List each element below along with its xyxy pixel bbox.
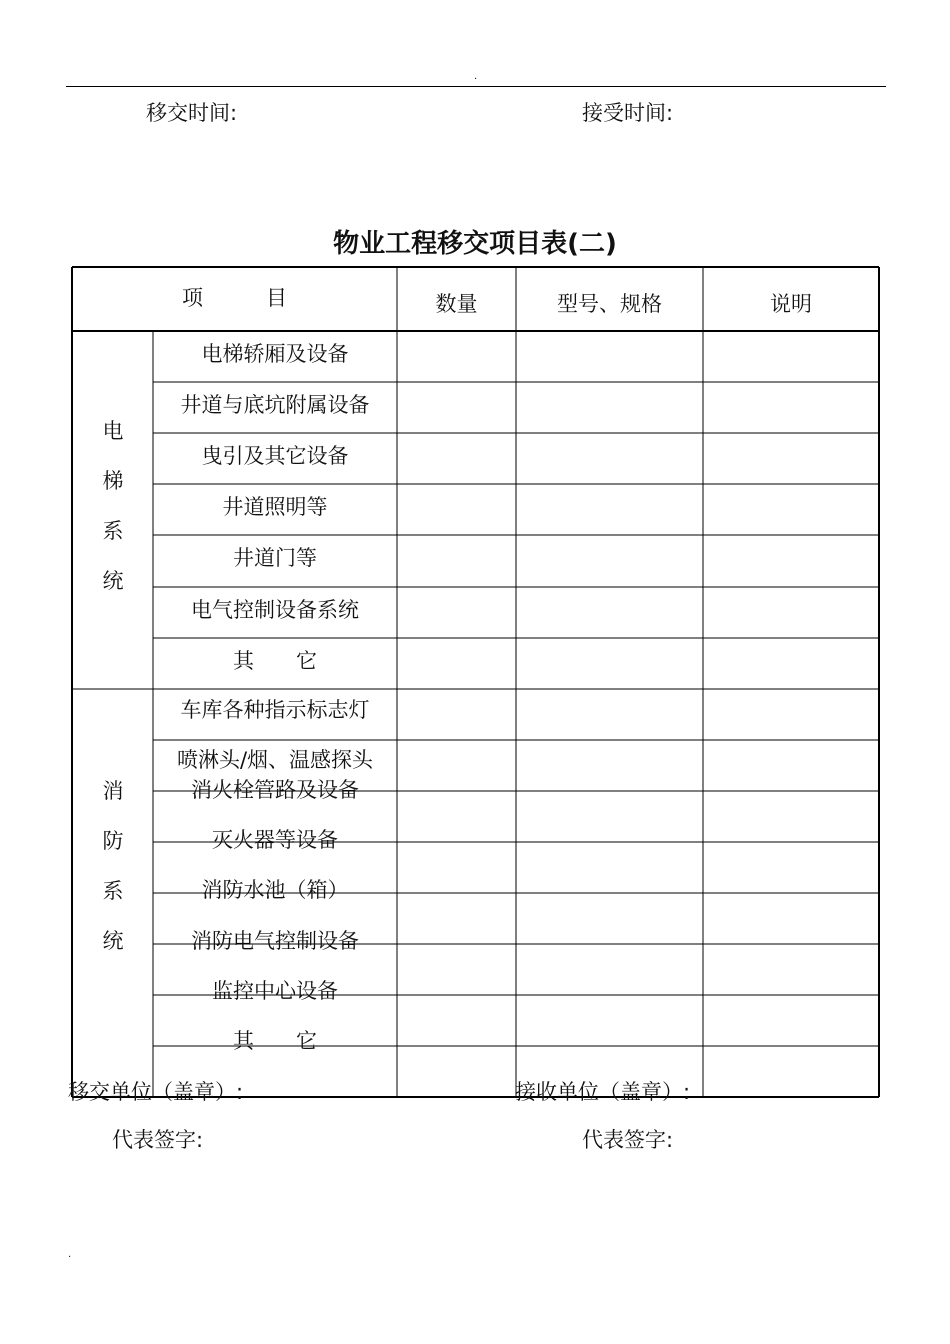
item-label: 喷淋头/烟、温感探头 xyxy=(176,748,374,772)
group-label-char: 系 xyxy=(102,519,124,543)
item-label: 井道门等 xyxy=(233,546,317,571)
item-label: 消防电气控制设备 xyxy=(191,929,359,953)
item-label: 其 它 xyxy=(233,648,317,673)
header-model-spec: 型号、规格 xyxy=(557,292,662,316)
group-label-char: 梯 xyxy=(102,469,124,493)
page-title: 物业工程移交项目表(二) xyxy=(333,229,617,259)
group-label-char: 统 xyxy=(102,569,124,593)
header-item: 项 目 xyxy=(182,286,287,310)
item-label: 车库各种指示标志灯 xyxy=(180,698,370,722)
handover-unit-label: 移交单位（盖章）: xyxy=(68,1080,244,1104)
header-quantity: 数量 xyxy=(435,292,478,316)
item-label: 消防水池（箱） xyxy=(201,878,349,902)
group-label-char: 统 xyxy=(102,929,124,953)
header-dot: . xyxy=(474,71,478,82)
item-label: 井道照明等 xyxy=(222,495,328,520)
group-label-char: 防 xyxy=(102,829,124,853)
item-label: 电梯轿厢及设备 xyxy=(201,342,349,366)
group-label-char: 系 xyxy=(102,879,124,903)
bottom-dot: . xyxy=(68,1249,72,1260)
sign-right-label: 代表签字: xyxy=(582,1128,674,1152)
item-label: 灭火器等设备 xyxy=(212,828,338,852)
sign-left-label: 代表签字: xyxy=(112,1128,204,1152)
item-label: 曳引及其它设备 xyxy=(201,444,349,469)
item-label: 监控中心设备 xyxy=(212,979,338,1003)
group-label-char: 消 xyxy=(102,779,124,803)
item-label: 其 它 xyxy=(233,1029,317,1053)
item-label: 电气控制设备系统 xyxy=(191,597,359,622)
group-label-char: 电 xyxy=(102,419,124,443)
handover-time-label: 移交时间: xyxy=(146,101,238,125)
item-label: 消火栓管路及设备 xyxy=(191,778,359,802)
item-label: 井道与底坑附属设备 xyxy=(180,393,370,418)
header-remarks: 说明 xyxy=(770,292,812,316)
accept-time-label: 接受时间: xyxy=(582,101,674,125)
receive-unit-label: 接收单位（盖章）: xyxy=(515,1080,691,1104)
